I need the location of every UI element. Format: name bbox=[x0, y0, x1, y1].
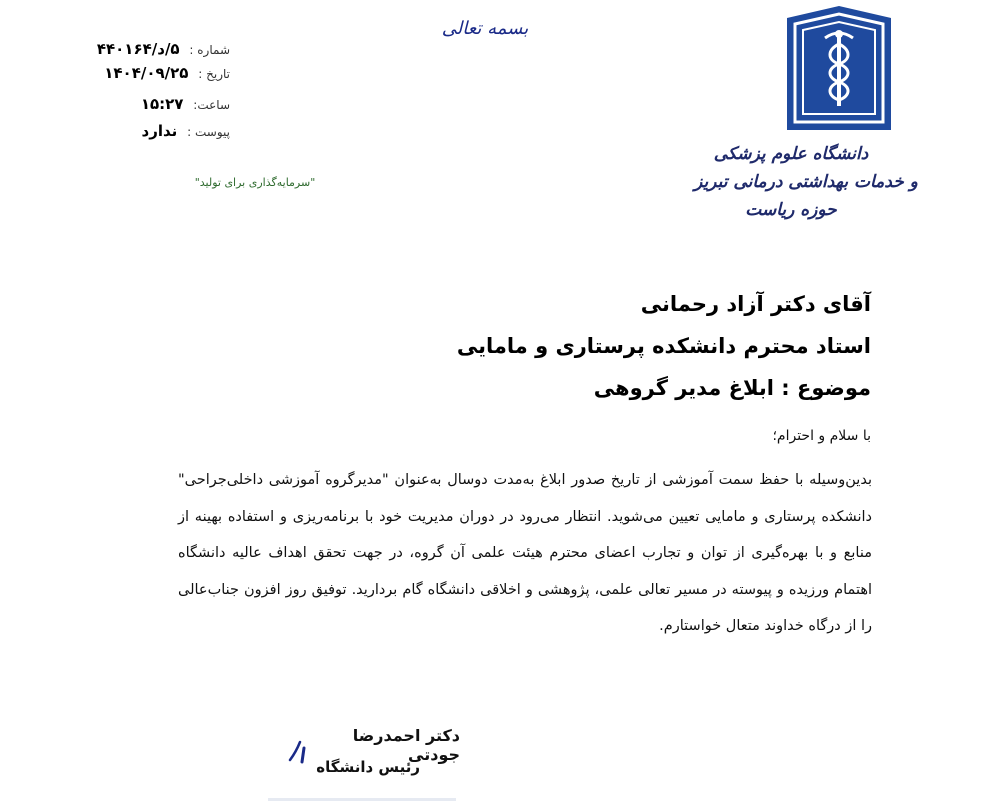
letter-date-label: تاریخ : bbox=[198, 67, 230, 81]
letter-time-value: ۱۵:۲۷ bbox=[140, 95, 184, 113]
university-name-block bbox=[671, 140, 918, 224]
university-name-line2: و خدمات بهداشتی درمانی تبریز bbox=[694, 172, 918, 192]
letter-date bbox=[96, 64, 230, 82]
university-office-line: حوزه ریاست bbox=[745, 200, 837, 220]
letter-attachment-value: ندارد bbox=[141, 122, 178, 140]
letter-attachment bbox=[96, 122, 230, 140]
letter-date-value: ۱۴۰۴/۰۹/۲۵ bbox=[104, 64, 189, 82]
bismillah-header: بسمه تعالی bbox=[441, 18, 529, 39]
university-name-line1: دانشگاه علوم پزشکی bbox=[713, 144, 869, 164]
year-slogan: "سرمایه‌گذاری برای تولید" bbox=[194, 176, 316, 189]
letter-attachment-label: پیوست : bbox=[187, 125, 230, 139]
university-logo bbox=[783, 4, 895, 134]
recipient-name: آقای دکتر آزاد رحمانی bbox=[640, 292, 871, 316]
recipient-title: استاد محترم دانشکده پرستاری و مامایی bbox=[456, 334, 871, 358]
signatory-name: دکتر احمدرضا جودتی bbox=[352, 726, 460, 764]
letter-time-label: ساعت: bbox=[193, 98, 230, 112]
signatory-title: رئیس دانشگاه bbox=[316, 758, 420, 776]
page-bottom-divider bbox=[268, 798, 456, 801]
letter-number bbox=[96, 40, 230, 58]
letter-number-value: ۵/د/۴۴۰۱۶۴ bbox=[96, 40, 180, 58]
letter-subject: موضوع : ابلاغ مدیر گروهی bbox=[593, 376, 871, 400]
letter-body: بدین‌وسیله با حفظ سمت آموزشی از تاریخ صدور ابلاغ به‌مدت دوسال به‌عنوان "مدیرگروه آموزشی داخلی‌جراحی" دانشکده پرستاری و مامایی تعیین می‌شوید. انتظار می‌رود در دوران مدیریت خود با برنامه‌ریزی و استفاده بهینه از منابع و با بهره‌گیری از توان و تجارب اعضای محترم هیئت علمی آن گروه، در جهت تحقق اهداف عالیه دانشگاه اهتمام ورزیده و پیوسته در مسیر تعالی علمی، پژوهشی و اخلاقی دانشگاه گام بردارید. توفیق روز افزون جناب‌عالی را از درگاه خداوند متعال خواستارم. bbox=[178, 472, 872, 634]
letter-time bbox=[96, 95, 230, 113]
letter-number-label: شماره : bbox=[189, 43, 230, 57]
greeting: با سلام و احترام؛ bbox=[772, 428, 871, 444]
